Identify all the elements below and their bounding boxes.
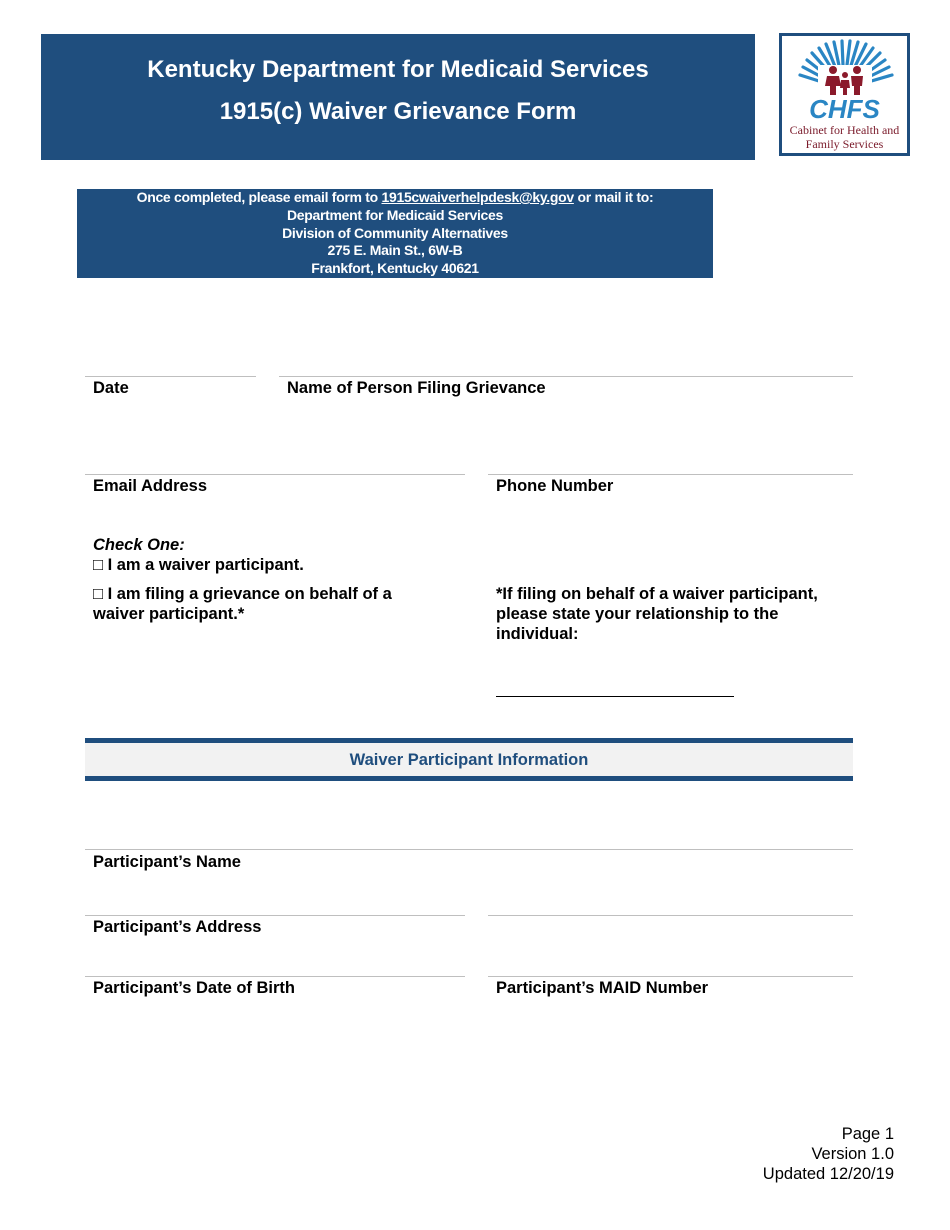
logo-subtitle-line1: Cabinet for Health and [789,123,900,137]
page-number: Page 1 [841,1125,894,1143]
chfs-logo [779,33,910,156]
option-label: I am a waiver participant. [107,556,304,574]
participant-name-field[interactable] [85,849,853,850]
note-line: please state your relationship to the [496,605,779,623]
participant-section-header [85,738,853,781]
option-waiver-participant[interactable] [93,555,304,575]
option-label: I am filing a grievance on behalf of a [107,585,392,603]
mail-instructions [77,189,713,278]
page-footer [763,1124,894,1184]
relationship-note [496,584,856,644]
participant-dob-label: Participant’s Date of Birth [93,979,296,997]
mail-address-line: Frankfort, Kentucky 40621 [311,260,479,277]
updated-date: Updated 12/20/19 [762,1165,894,1183]
helpdesk-email-link[interactable]: 1915cwaiverhelpdesk@ky.gov [381,189,574,205]
participant-dob-field[interactable] [85,976,465,977]
checkbox-icon[interactable]: □ [93,556,103,574]
logo-wordmark: CHFS [809,94,880,124]
relationship-field[interactable] [496,696,734,697]
filer-name-label: Name of Person Filing Grievance [287,379,546,397]
version-text: Version 1.0 [811,1145,894,1163]
section-title: Waiver Participant Information [349,751,589,769]
note-line: *If filing on behalf of a waiver participant, [496,585,818,603]
option-on-behalf[interactable] [93,584,392,624]
participant-maid-label: Participant’s MAID Number [496,979,709,997]
mail-address-line: 275 E. Main St., 6W-B [327,242,463,259]
checkbox-icon[interactable]: □ [93,585,103,603]
participant-address-label: Participant’s Address [93,918,262,936]
participant-maid-field[interactable] [488,976,853,977]
mail-intro-prefix: Once completed, please email form to [136,189,378,205]
mail-intro [77,189,713,207]
logo-subtitle-line2: Family Services [805,137,884,151]
filer-name-field[interactable] [279,376,853,377]
header-banner [41,34,755,160]
date-field[interactable] [85,376,256,377]
form-title: 1915(c) Waiver Grievance Form [219,98,577,125]
note-line: individual: [496,625,579,643]
mail-address-line: Department for Medicaid Services [286,206,504,223]
email-label: Email Address [93,477,208,495]
mail-address-line: Division of Community Alternatives [282,224,508,241]
participant-name-label: Participant’s Name [93,853,241,871]
department-title: Kentucky Department for Medicaid Services [147,56,649,83]
mail-intro-suffix: or mail it to: [577,189,654,205]
option-label-cont: waiver participant.* [93,605,245,623]
phone-field[interactable] [488,474,853,475]
email-field[interactable] [85,474,465,475]
date-label: Date [93,379,129,397]
sunburst-family-icon [792,39,897,97]
check-one-heading: Check One: [93,536,185,554]
phone-label: Phone Number [496,477,614,495]
participant-address-field-2[interactable] [488,915,853,916]
participant-address-field[interactable] [85,915,465,916]
